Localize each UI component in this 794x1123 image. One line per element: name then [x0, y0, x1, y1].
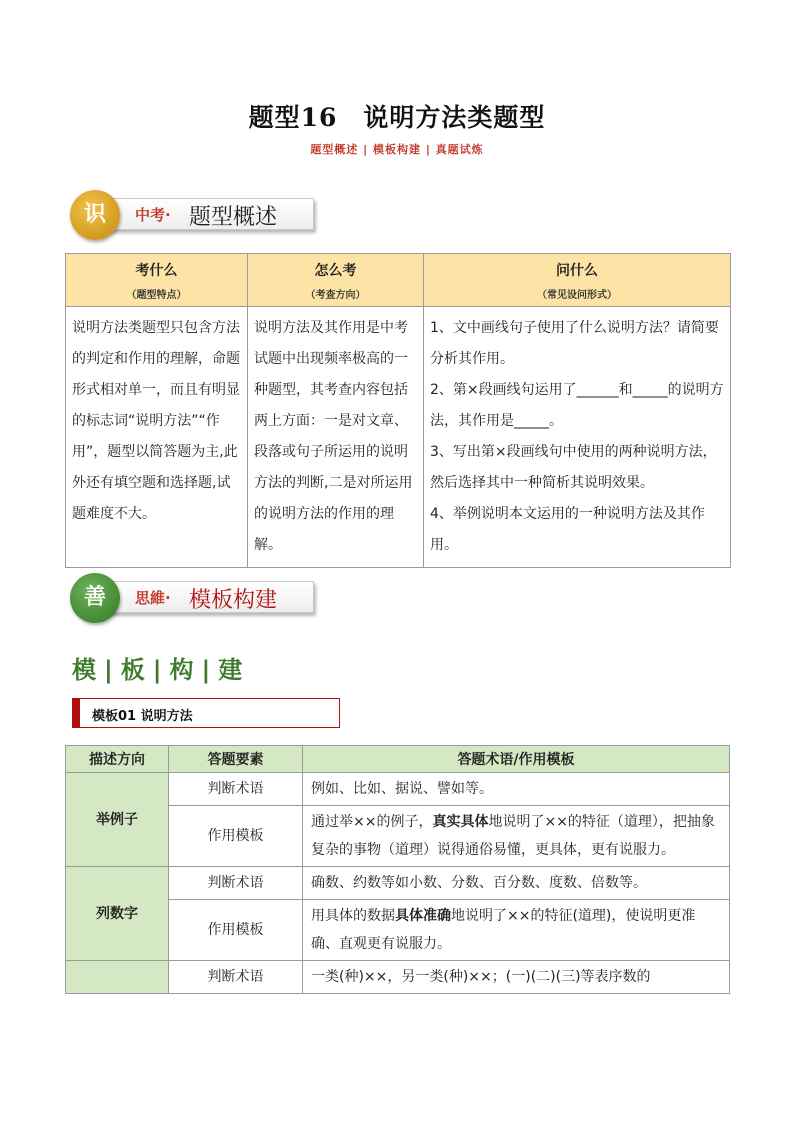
overview-table	[65, 253, 731, 568]
overview-header	[66, 254, 248, 307]
heading-separator: |	[104, 656, 117, 684]
heading-separator: |	[152, 656, 166, 684]
answer-cell: 确数、约数等如小数、分数、百分数、度数、倍数等。	[303, 867, 730, 900]
template-heading	[72, 650, 246, 685]
overview-cell-directions: 说明方法及其作用是中考试题中出现频率极高的一种题型，其考查内容包括两上方面：一是对文章、段落或句子所运用的说明方法的判断,二是对所运用的说明方法的作用的理解。	[248, 307, 424, 568]
answer-cell	[303, 806, 730, 867]
heading-char: 建	[218, 656, 247, 684]
heading-char: 模	[72, 656, 100, 684]
category-cell	[66, 961, 169, 994]
requirement-cell: 作用模板	[169, 806, 303, 867]
section-badge-template	[70, 575, 320, 629]
answer-text: 地说明了××的特征（道理），把抽象复杂的事物（道理）说得通俗易懂，更具体，更有说服力。	[311, 814, 715, 858]
section-label: 模板构建	[189, 588, 278, 613]
category-cell: 举例子	[66, 773, 169, 867]
header-sub: （常见设问形式）	[537, 289, 617, 301]
answer-cell: 一类(种)××，另一类(种)××；(一)(二)(三)等表序数的	[303, 961, 730, 994]
header-sub: （题型特点）	[126, 289, 187, 301]
section-badge-overview	[70, 192, 320, 246]
overview-header	[424, 254, 731, 307]
category-cell: 列数字	[66, 867, 169, 961]
section-circle-icon: 识	[70, 190, 120, 240]
section-label: 题型概述	[189, 205, 278, 230]
template-title-box	[72, 698, 340, 728]
heading-separator: |	[201, 656, 215, 684]
requirement-cell: 判断术语	[169, 773, 303, 806]
page-subtitle: 题型概述 | 模板构建 | 真题试炼	[310, 143, 484, 156]
answer-text: 地说明了××的特征(道理)，使说明更准确、直观更有说服力。	[311, 908, 696, 952]
overview-cell-questions: 1、文中画线句子使用了什么说明方法？请简要分析其作用。 2、第×段画线句运用了______和_____的说明方法，其作用是_____。 3、写出第×段画线句中使用的两种说明方法，然后选择其中一种简析其说明效果。 4、举例说明本文运用的一种说明方法及其作用。	[424, 307, 731, 568]
section-tag: 思維·	[135, 589, 171, 607]
overview-cell-features: 说明方法类题型只包含方法的判定和作用的理解，命题形式相对单一，而且有明显的标志词“说明方法”“作用”，题型以简答题为主,此外还有填空题和选择题,试题难度不大。	[66, 307, 248, 568]
answer-text: 用具体的数据	[311, 908, 395, 924]
section-badge-bar	[90, 581, 314, 613]
requirement-cell: 判断术语	[169, 961, 303, 994]
header-sub: （考查方向）	[305, 289, 366, 301]
heading-char: 构	[169, 656, 198, 684]
template-header: 答题要素	[169, 746, 303, 773]
answer-keyword: 真实具体	[432, 814, 489, 830]
template-header: 描述方向	[66, 746, 169, 773]
template-title: 模板01 说明方法	[92, 709, 193, 724]
heading-char: 板	[120, 656, 149, 684]
header-title: 问什么	[556, 262, 598, 279]
overview-header	[248, 254, 424, 307]
section-tag: 中考·	[135, 206, 171, 224]
header-title: 考什么	[135, 262, 178, 279]
answer-keyword: 具体准确	[395, 908, 451, 924]
template-header: 答题术语/作用模板	[303, 746, 730, 773]
requirement-cell: 判断术语	[169, 867, 303, 900]
section-circle-icon: 善	[70, 573, 120, 623]
header-title: 怎么考	[314, 262, 357, 279]
template-table	[65, 745, 730, 994]
requirement-cell: 作用模板	[169, 900, 303, 961]
page-title: 题型16 说明方法类题型	[248, 103, 546, 132]
answer-cell: 例如、比如、据说、譬如等。	[303, 773, 730, 806]
answer-cell	[303, 900, 730, 961]
answer-text: 通过举××的例子，	[311, 814, 433, 830]
section-badge-bar	[90, 198, 314, 230]
